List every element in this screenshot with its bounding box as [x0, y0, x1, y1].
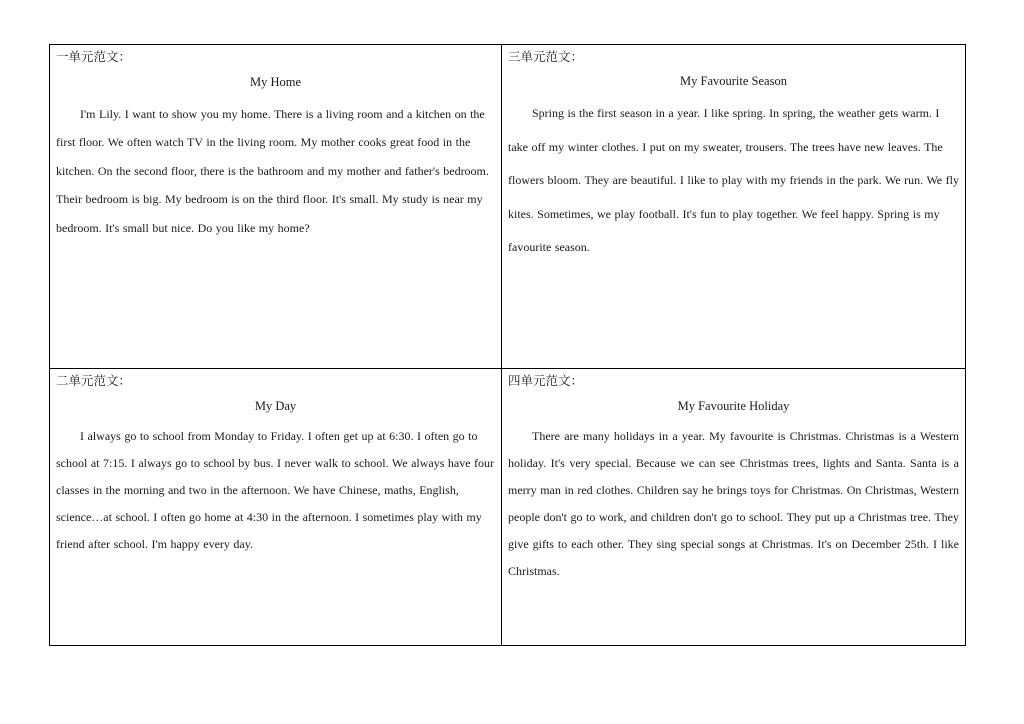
unit-3-title: My Favourite Season	[680, 74, 787, 88]
unit-1-title: My Home	[249, 75, 302, 89]
unit-2-body: I always go to school from Monday to Friday. I often get up at 6:30. I often go to school at 7:15. I always go to school by bus. I never walk to school. We always have four classes in the morning and two in the afternoon. We have Chinese, maths, English, science…at school. I often go home at 4:30 in the afternoon. I sometimes play with my friend after school. I'm happy every day.	[56, 429, 495, 551]
essay-table	[49, 44, 966, 646]
unit-1-essay-cell	[50, 45, 502, 369]
unit-1-body: I'm Lily. I want to show you my home. There is a living room and a kitchen on the first floor. We often watch TV in the living room. My mother cooks great food in the kitchen. On the second floor, there is the bathroom and my mother and father's bedroom. Their bedroom is big. My bedroom is on the third floor. It's small. My study is near my bedroom. It's small but nice. Do you like my home?	[56, 107, 489, 235]
unit-3-body: Spring is the first season in a year. I like spring. In spring, the weather gets warm. I take off my winter clothes. I put on my sweater, trousers. The trees have new leaves. The flowers bloom. They are beautiful. I like to play with my friends in the park. We run. We fly kites. Sometimes, we play football. It's fun to play together. We feel happy. Spring is my favourite season.	[508, 106, 959, 254]
unit-4-body: There are many holidays in a year. My favourite is Christmas. Christmas is a Western holiday. It's very special. Because we can see Christmas trees, lights and Santa. Santa is a merry man in red clothes. Children say he brings toys for Christmas. On Christmas, Western people don't go to work, and children don't go to school. They put up a Christmas tree. They give gifts to each other. They sing special songs at Christmas. It's on December 25th. I like Christmas.	[508, 429, 959, 578]
unit-2-title: My Day	[254, 399, 297, 413]
unit-3-label: 三单元范文：	[508, 50, 584, 64]
unit-2-essay-cell	[50, 369, 502, 645]
unit-4-title: My Favourite Holiday	[677, 399, 790, 413]
unit-1-label: 一单元范文：	[56, 50, 132, 64]
unit-3-essay-cell	[502, 45, 965, 369]
unit-2-label: 二单元范文：	[56, 374, 132, 388]
unit-4-label: 四单元范文：	[508, 374, 584, 388]
unit-4-essay-cell	[502, 369, 965, 645]
